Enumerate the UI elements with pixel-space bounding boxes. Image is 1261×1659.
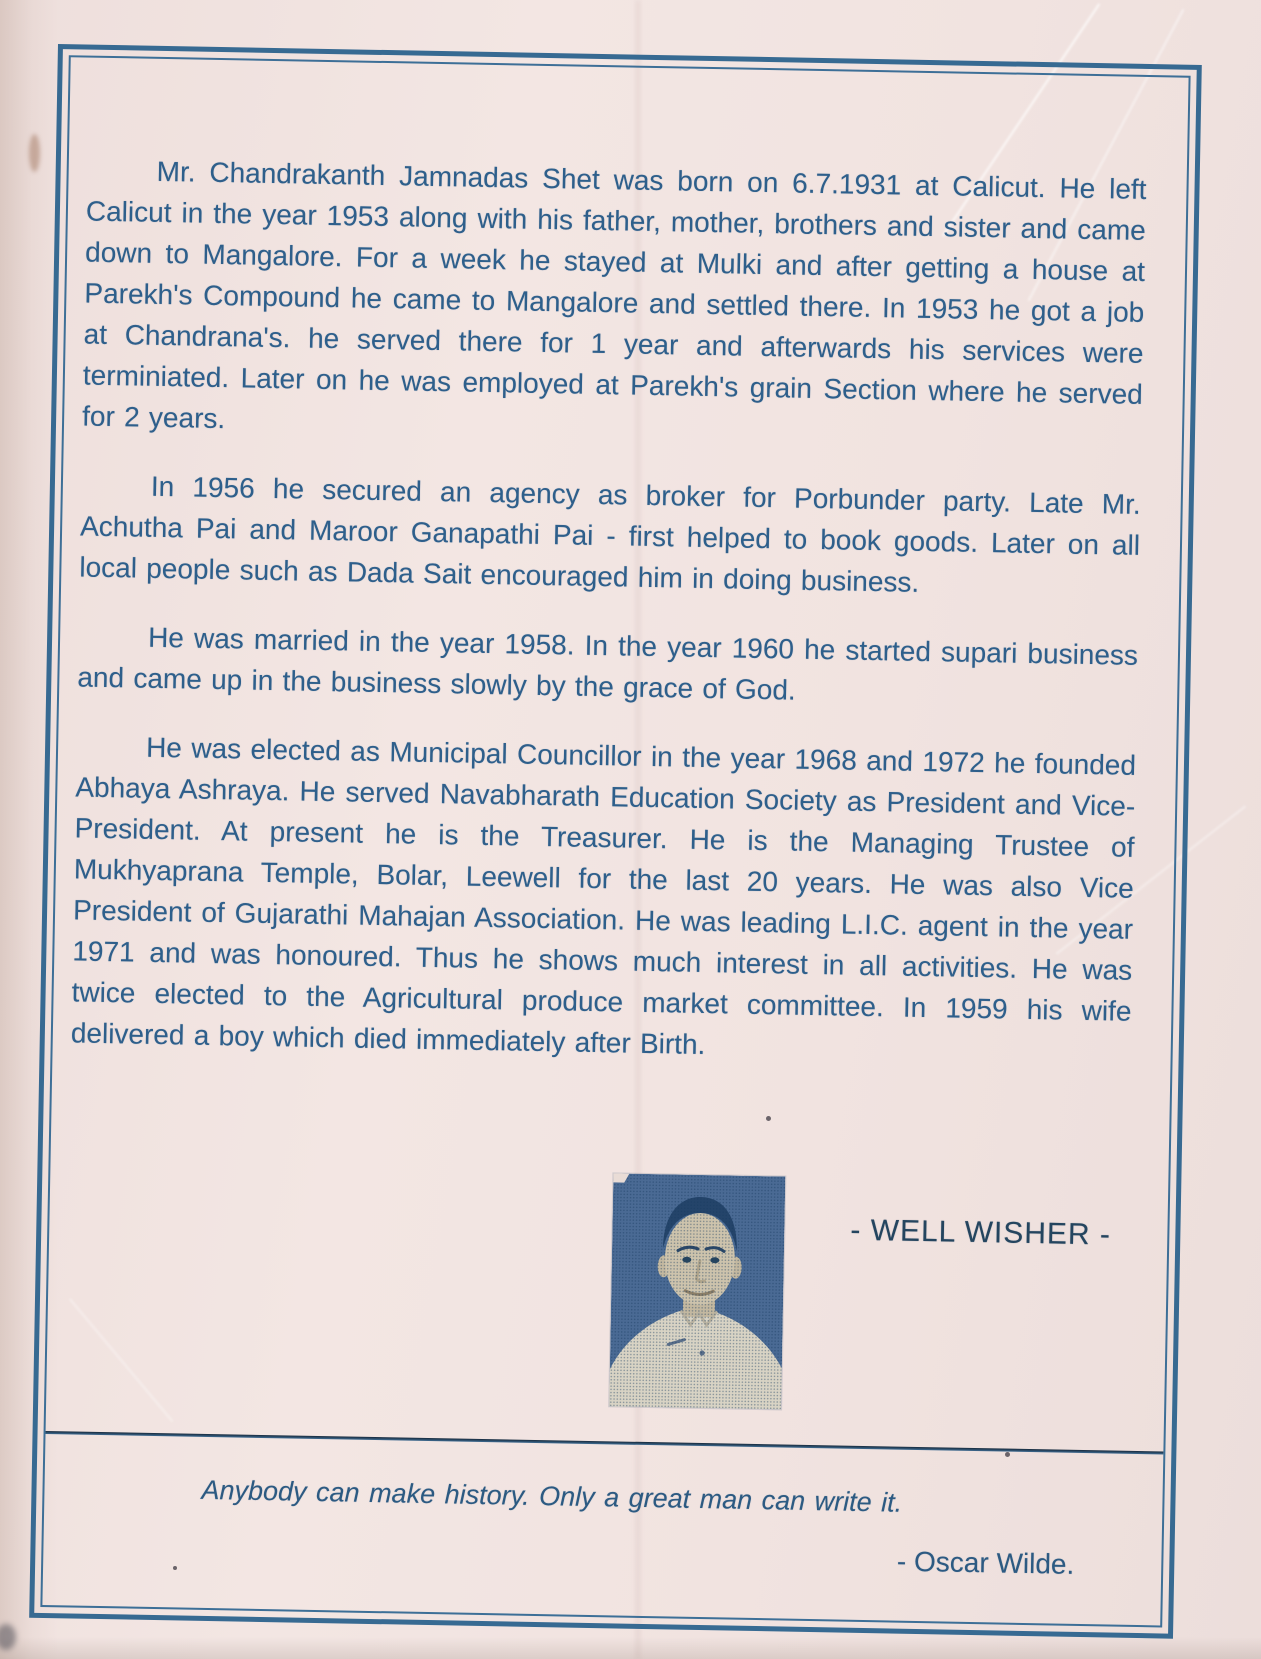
bio-paragraph-3: He was married in the year 1958. In the year 1960 he started supari business and came up in the business slowly by the grace of God. [77, 621, 1139, 706]
quote-section [35, 1434, 1171, 1583]
bio-paragraph-2: In 1956 he secured an agency as broker for Porbunder party. Late Mr. Achutha Pai and Maroor Ganapathi Pai - first helped to book goods. Later on all local people such as Dada Sait encouraged him in doing business. [79, 470, 1142, 598]
photo-and-signature-row [609, 1173, 1128, 1415]
page-border-frame [29, 44, 1202, 1639]
well-wisher-label: - WELL WISHER - [850, 1213, 1112, 1252]
paper-smudge [29, 134, 40, 172]
quote-text: Anybody can make history. Only a great man can write it. [201, 1474, 903, 1518]
portrait-photo [609, 1173, 785, 1409]
biography-text-block [34, 49, 1196, 1634]
bio-paragraph-1: Mr. Chandrakanth Jamnadas Shet was born on 6.7.1931 at Calicut. He left Calicut in the year 1953 along with his father, mother, brothers and sister and came down to Mangalore. For a week he stayed at Mulki and after getting a house at Parekh's Compound he came to Mangalore and settled there. In 1953 he got a job at Chandrana's. he served there for 1 year and afterwards his services were terminiated. Later on he was employed at Parekh's grain Section where he served for 2 years. [81, 155, 1147, 435]
quote-attribution: - Oscar Wilde. [896, 1545, 1075, 1580]
page-bottom-edge-shade [0, 1637, 1261, 1659]
bio-paragraph-4: He was elected as Municipal Councillor in the year 1968 and 1972 he founded Abhaya Ashraya. He served Navabharath Education Society as President and Vice-President. At present he is the Treasurer. He is the Managing Trustee of Mukhyaprana Temple, Bolar, Leewell for the last 20 years. He was also Vice President of Gujarathi Mahajan Association. He was leading L.I.C. agent in the year 1971 and was honoured. Thus he shows much interest in all activities. He was twice elected to the Agricultural produce market committee. In 1959 his wife delivered a boy which died immediately after Birth. [70, 731, 1137, 1061]
